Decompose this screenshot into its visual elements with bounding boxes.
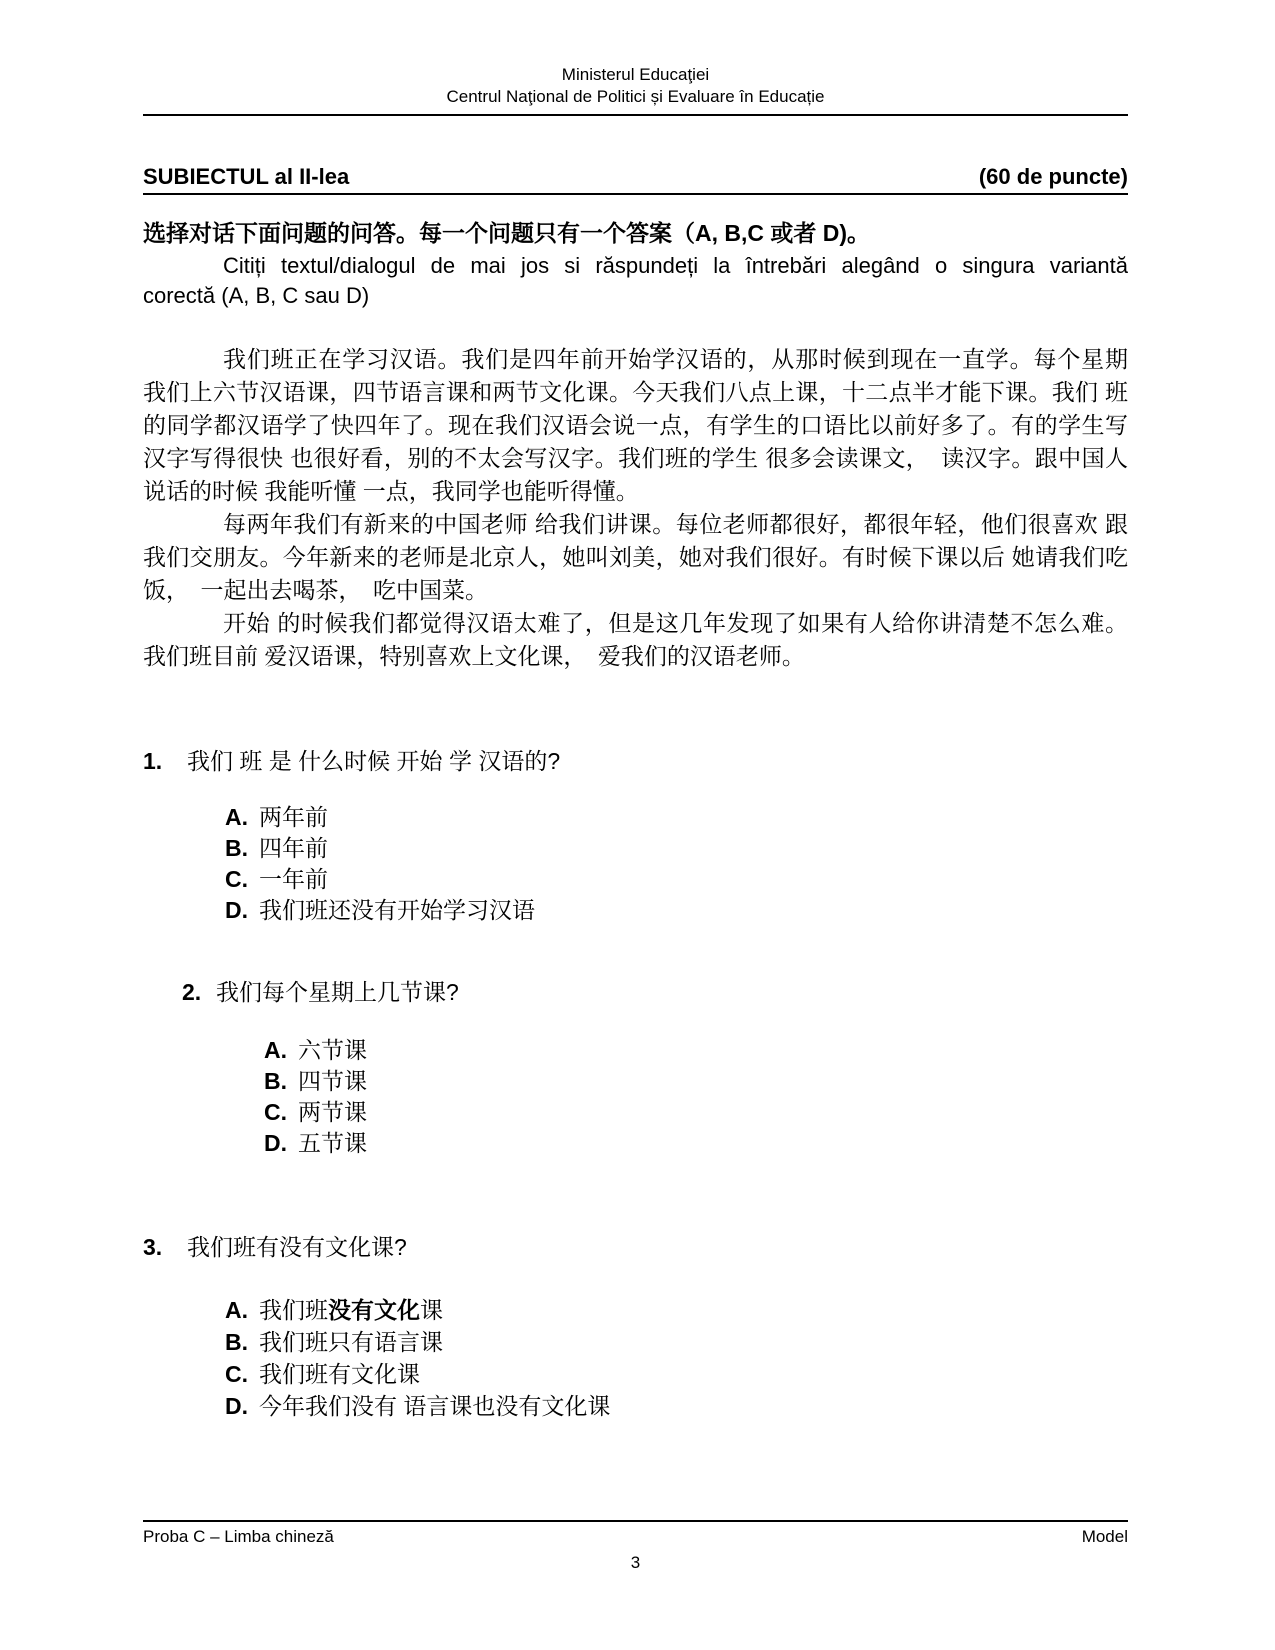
option-2a-text: 六节课 xyxy=(298,1037,367,1063)
option-2a-letter: A. xyxy=(264,1037,287,1063)
option-3c-letter: C. xyxy=(225,1361,248,1387)
ministry-header-line2: Centrul Naţional de Politici și Evaluare în Educație xyxy=(446,87,825,106)
question-1-options xyxy=(225,802,1128,926)
subject-title: SUBIECTUL al II-lea xyxy=(143,164,350,189)
instruction-romanian-line2: corectă (A, B, C sau D) xyxy=(143,283,370,308)
instruction-romanian-line1: Citiți textul/dialogul de mai jos si răspundeți la întrebări alegând o singura variantă xyxy=(223,253,1128,278)
option-2b-letter: B. xyxy=(264,1068,287,1094)
option-2d-text: 五节课 xyxy=(298,1130,367,1156)
passage-line: 开始 的时候我们都觉得汉语太难了，但是这几年发现了如果有人给你讲清楚不怎么难。 xyxy=(223,610,1128,636)
option-2d xyxy=(264,1128,1128,1159)
passage-line: 汉字写得很快 也很好看，别的不太会写汉字。我们班的学生 很多会读课文， 读汉字。跟中国人 xyxy=(143,445,1128,471)
option-3a xyxy=(225,1294,1128,1326)
passage-line: 我们班目前 爱汉语课，特别喜欢上文化课， 爱我们的汉语老师。 xyxy=(143,643,805,669)
question-1-stem: 我们 班 是 什么时候 开始 学 汉语的? xyxy=(187,748,561,774)
question-2 xyxy=(182,976,1128,1159)
option-3d xyxy=(225,1390,1128,1422)
passage-line: 我们班正在学习汉语。我们是四年前开始学汉语的，从那时候到现在一直学。每个星期 xyxy=(223,346,1128,372)
footer-row xyxy=(143,1524,1128,1550)
option-3a-text-bold: 没有文化 xyxy=(328,1297,420,1323)
footer-exam-name: Proba C – Limba chineză xyxy=(143,1527,334,1546)
subject-points: (60 de puncte) xyxy=(978,164,1128,189)
footer-model-label: Model xyxy=(1081,1527,1128,1546)
page-number: 3 xyxy=(630,1553,641,1572)
option-1b-letter: B. xyxy=(225,835,248,861)
question-1-number: 1. xyxy=(143,748,163,774)
passage-line: 每两年我们有新来的中国老师 给我们讲课。每位老师都很好，都很年轻，他们很喜欢 跟 xyxy=(223,511,1128,537)
instruction-romanian xyxy=(143,251,1128,311)
option-3b-text: 我们班只有语言课 xyxy=(259,1329,443,1355)
option-1d xyxy=(225,895,1128,926)
question-2-text xyxy=(182,976,1128,1009)
option-1c-text: 一年前 xyxy=(259,866,328,892)
option-3a-letter: A. xyxy=(225,1297,248,1323)
option-2d-letter: D. xyxy=(264,1130,287,1156)
question-1-text xyxy=(143,745,1128,778)
footer-divider xyxy=(143,1520,1128,1522)
option-1c xyxy=(225,864,1128,895)
question-1 xyxy=(143,745,1128,926)
page-footer xyxy=(143,1520,1128,1576)
option-1d-text: 我们班还没有开始学习汉语 xyxy=(259,897,535,923)
option-1a-text: 两年前 xyxy=(259,804,328,830)
subject-title-row xyxy=(143,164,1128,195)
header-divider xyxy=(143,114,1128,116)
option-3b-letter: B. xyxy=(225,1329,248,1355)
option-3a-text-pre: 我们班 xyxy=(259,1297,328,1323)
question-2-number: 2. xyxy=(182,979,202,1005)
ministry-header xyxy=(143,64,1128,108)
question-3-text xyxy=(143,1231,1128,1264)
option-3d-letter: D. xyxy=(225,1393,248,1419)
option-3b xyxy=(225,1326,1128,1358)
reading-passage xyxy=(143,343,1128,673)
option-2b-text: 四节课 xyxy=(298,1068,367,1094)
option-1b xyxy=(225,833,1128,864)
question-2-options xyxy=(264,1035,1128,1159)
passage-line: 我们上六节汉语课，四节语言课和两节文化课。今天我们八点上课，十二点半才能下课。我们 班 xyxy=(143,379,1128,405)
option-2c-text: 两节课 xyxy=(298,1099,367,1125)
option-1b-text: 四年前 xyxy=(259,835,328,861)
option-1a xyxy=(225,802,1128,833)
option-2c-letter: C. xyxy=(264,1099,287,1125)
passage-line: 我们交朋友。今年新来的老师是北京人，她叫刘美，她对我们很好。有时候下课以后 她请我们吃 xyxy=(143,544,1128,570)
question-3 xyxy=(143,1231,1128,1422)
option-1c-letter: C. xyxy=(225,866,248,892)
option-3c xyxy=(225,1358,1128,1390)
question-2-stem: 我们每个星期上几节课? xyxy=(216,979,459,1005)
option-1d-letter: D. xyxy=(225,897,248,923)
option-3d-text: 今年我们没有 语言课也没有文化课 xyxy=(259,1393,611,1419)
passage-line: 饭， 一起出去喝茶， 吃中国菜。 xyxy=(143,577,488,603)
option-1a-letter: A. xyxy=(225,804,248,830)
ministry-header-line1: Ministerul Educaţiei xyxy=(561,65,710,84)
question-3-stem: 我们班有没有文化课? xyxy=(187,1234,407,1260)
instruction-chinese: 选择对话下面问题的问答。每一个问题只有一个答案（A, B,C 或者 D)。 xyxy=(143,220,871,246)
option-2b xyxy=(264,1066,1128,1097)
option-2c xyxy=(264,1097,1128,1128)
option-2a xyxy=(264,1035,1128,1066)
option-3c-text: 我们班有文化课 xyxy=(259,1361,420,1387)
question-3-number: 3. xyxy=(143,1234,163,1260)
passage-line: 说话的时候 我能听懂 一点，我同学也能听得懂。 xyxy=(143,478,639,504)
passage-line: 的同学都汉语学了快四年了。现在我们汉语会说一点，有学生的口语比以前好多了。有的学生写 xyxy=(143,412,1128,438)
option-3a-text-post: 课 xyxy=(420,1297,443,1323)
question-3-options xyxy=(225,1294,1128,1422)
